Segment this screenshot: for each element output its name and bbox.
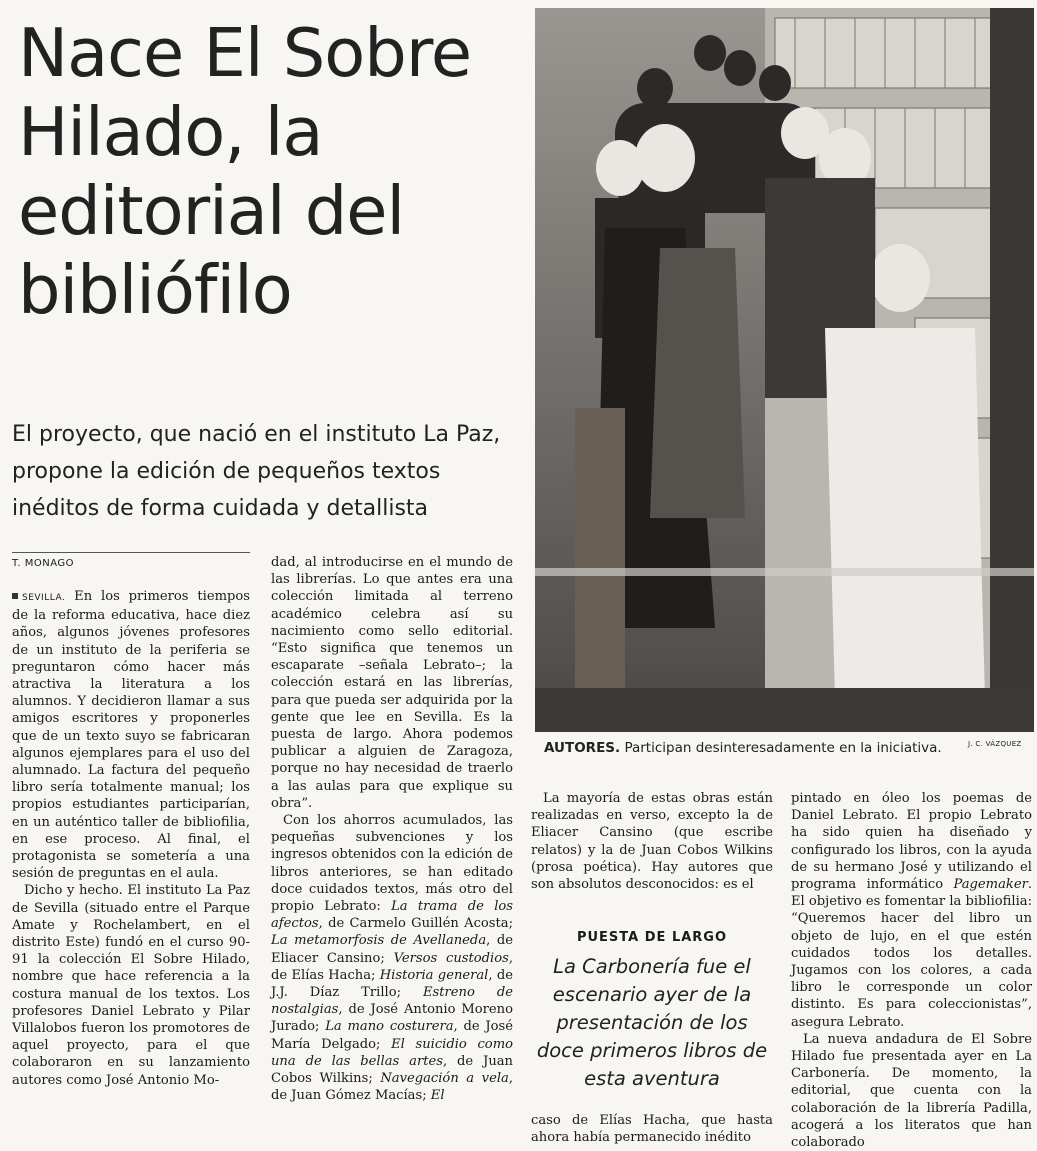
- book-author: , de José María Delgado;: [271, 1019, 513, 1052]
- book-title: La mano costurera: [325, 1019, 454, 1035]
- book-title: Historia general: [379, 967, 489, 983]
- article-column-3: [531, 790, 773, 893]
- book-author: , de J.J. Díaz Trillo;: [271, 967, 513, 1001]
- group-photo-image: [535, 8, 1034, 732]
- byline: T. MONAGO: [12, 558, 75, 569]
- book-title: El: [430, 1088, 445, 1104]
- byline-rule: [12, 552, 250, 553]
- book-title: Navegación a vela: [380, 1071, 509, 1087]
- paragraph-text: . El objetivo es fomentar la bibliofilia: “Queremos hacer del libro un objeto de lujo, en el que estén cuidados todos los detalles. Jugamos con los colores, a cada libro le corresponde un color distinto. Es para coleccionistas”, asegura Lebrato.: [791, 877, 1033, 1030]
- book-author: , de Juan Cobos Wilkins;: [271, 1053, 513, 1087]
- paragraph-text: pintado en óleo los poemas de Daniel Lebrato. El propio Lebrato ha sido quien ha diseñado y configurado los libros, con la ayuda de su hermano José y utilizando el programa informático: [791, 791, 1032, 893]
- bullet-icon: [12, 593, 18, 599]
- caption-label: AUTORES.: [544, 740, 621, 756]
- article-column-3-continued: [531, 1112, 773, 1146]
- book-author: , de José Antonio Moreno Jurado;: [271, 1002, 513, 1035]
- paragraph: caso de Elías Hacha, que hasta ahora había permanecido inédito: [531, 1113, 773, 1146]
- pull-quote: La Carbonería fue el escenario ayer de la presentación de los doce primeros libros de esta aventura: [536, 955, 768, 1090]
- book-author: , de Juan Gómez Macías;: [271, 1071, 513, 1104]
- article-column-1: [12, 588, 250, 1089]
- book-author: , de Elías Hacha;: [271, 950, 513, 983]
- paragraph-text: En los primeros tiempos de la reforma educativa, hace diez años, algunos jóvenes profesores de un instituto de la periferia se preguntaron cómo hacer más atractiva la literatura a los alumnos. Y decidieron llamar a sus amigos escritores y proponerles que de un texto suyo se fabricaran algunos ejemplares para el uso del alumnado. La factura del pequeño libro sería totalmente manual; los propios estudiantes participarían, en un auténtico taller de bibliofilia, en ese proceso. Al final, el protagonista se sometería a una sesión de preguntas en el aula.: [12, 589, 250, 882]
- book-author: , de Carmelo Guillén Acosta;: [318, 916, 513, 932]
- subheadline: El proyecto, que nació en el instituto La Paz, propone la edición de pequeños textos inéditos de forma cuidada y detallista: [12, 422, 501, 521]
- dateline: SEVILLA.: [22, 593, 66, 603]
- article-column-2: [271, 554, 513, 1105]
- article-column-4: [791, 790, 1032, 1151]
- paragraph: [271, 812, 513, 1104]
- caption-text: Participan desinteresadamente en la iniciativa.: [624, 740, 942, 756]
- photo-credit: J. C. VÁZQUEZ: [968, 740, 1022, 748]
- book-author: , de Eliacer Cansino;: [271, 933, 513, 966]
- book-title: Estreno de nostalgias: [271, 985, 513, 1018]
- book-title: Versos custodios: [393, 950, 509, 966]
- paragraph: Dicho y hecho. El instituto La Paz de Sevilla (situado entre el Parque Amate y Rochelambert, en el distrito Este) fundó en el curso 90-91 la colección El Sobre Hilado, nombre que hace referencia a la costura manual de los textos. Los profesores Daniel Lebrato y Pilar Villalobos fueron los promotores de aquel proyecto, para el que colaboraron en su lanzamiento autores como José Antonio Mo-: [12, 883, 250, 1088]
- headline: Nace El Sobre Hilado, la editorial del bibliófilo: [18, 14, 472, 329]
- book-title: El suicidio como una de las bellas artes: [271, 1036, 513, 1069]
- paragraph: La nueva andadura de El Sobre Hilado fue presentada ayer en La Carbonería. De momento, la editorial, que cuenta con la colaboración de la librería Padilla, acogerá a los literatos que han colaborado: [791, 1031, 1032, 1151]
- paragraph: [791, 790, 1032, 1031]
- pull-quote-label: PUESTA DE LARGO: [576, 930, 728, 945]
- photo-caption: [544, 740, 964, 756]
- paragraph: [12, 588, 250, 882]
- photo-illustration: [535, 8, 1034, 732]
- book-title: La trama de los afectos: [271, 899, 513, 932]
- paragraph: La mayoría de estas obras están realizadas en verso, excepto la de Eliacer Cansino (que escribe relatos) y la de Juan Cobos Wilkins (prosa poética). Hay autores que son absolutos desconocidos: es el: [531, 791, 773, 893]
- book-title: La metamorfosis de Avellaneda: [271, 933, 487, 949]
- paragraph: dad, al introducirse en el mundo de las librerías. Lo que antes era una colección limitada al terreno académico celebra así su nacimiento como sello editorial. “Esto significa que tenemos un escaparate –señala Lebrato–; la colección estará en las librerías, para que pueda ser adquirida por la gente que lee en Sevilla. Es la puesta de largo. Ahora podemos publicar a alguien de Zaragoza, porque no hay necesidad de traerlo a las aulas para que explique su obra”.: [271, 555, 513, 811]
- paragraph-text: Con los ahorros acumulados, las pequeñas subvenciones y los ingresos obtenidos con la edición de libros anteriores, se han editado doce cuidados textos, más otro del propio Lebrato:: [271, 813, 513, 915]
- software-name: Pagemaker: [953, 877, 1028, 893]
